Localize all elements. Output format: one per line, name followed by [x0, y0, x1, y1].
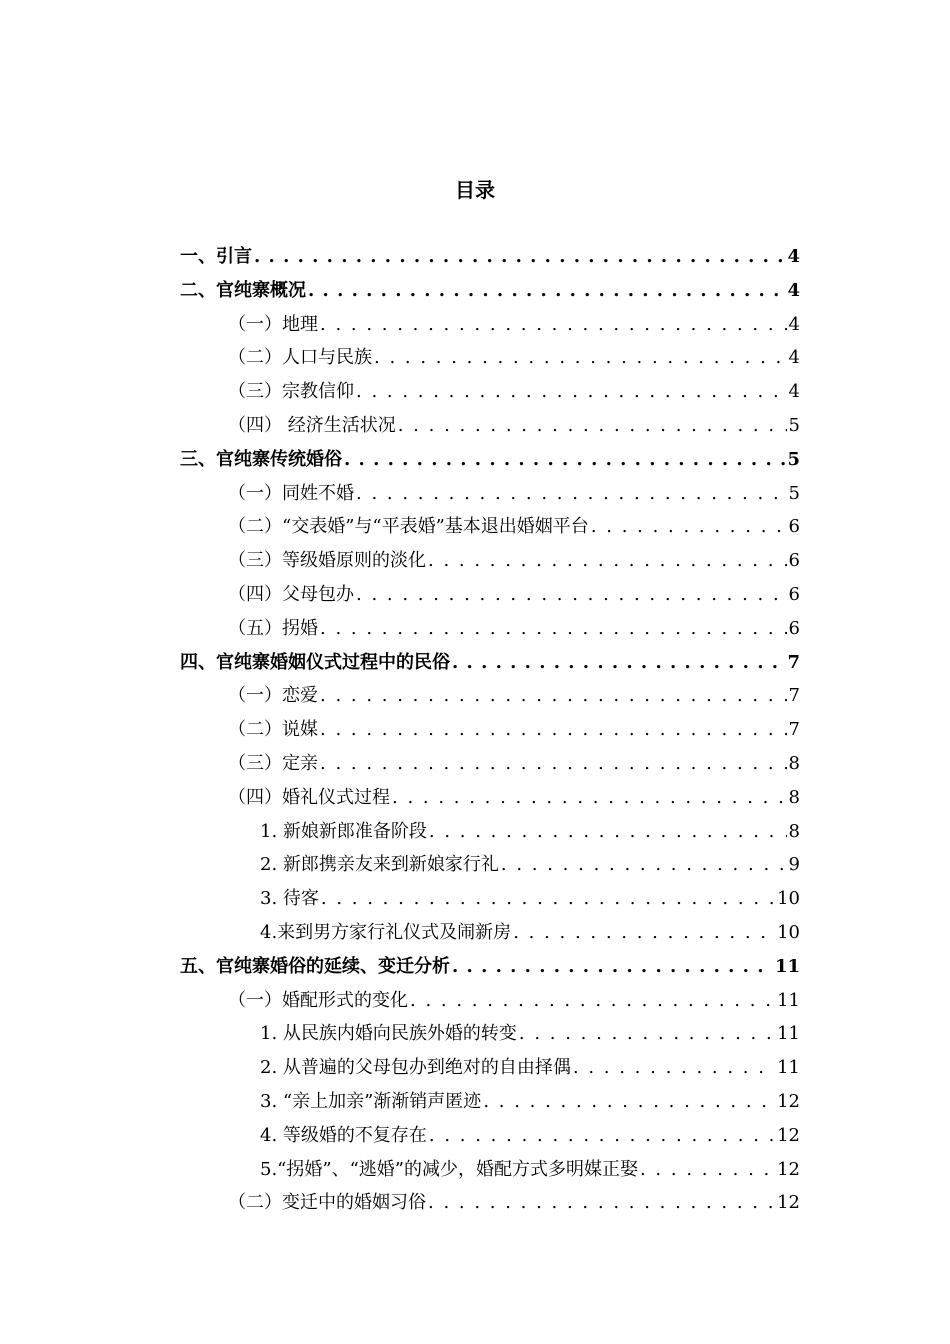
toc-entry[interactable]	[260, 1153, 800, 1187]
toc-entry[interactable]	[260, 882, 800, 916]
toc-entry-page: 4	[788, 347, 800, 369]
toc-entry-page: 12	[777, 1124, 800, 1146]
toc-leader-dots	[344, 443, 785, 477]
toc-entry-title: 4. 等级婚的不复存在	[260, 1124, 427, 1146]
toc-leader-dots	[356, 375, 787, 409]
toc-entry[interactable]	[228, 578, 800, 612]
toc-entry-page: 6	[788, 516, 800, 538]
toc-leader-dots	[356, 477, 787, 511]
toc-entry-title: （二）变迁中的婚姻习俗	[228, 1192, 426, 1214]
toc-leader-dots	[429, 815, 787, 849]
toc-entry-page: 9	[788, 854, 800, 876]
toc-leader-dots	[392, 781, 787, 815]
toc-entry-title: 2. 新郎携亲友来到新娘家行礼	[260, 854, 499, 876]
toc-leader-dots	[429, 1119, 775, 1153]
toc-entry-title: 1. 新娘新郎准备阶段	[260, 820, 427, 842]
toc-leader-dots	[573, 1051, 775, 1085]
toc-entry-title: （四）父母包办	[228, 584, 354, 605]
toc-entry-title: （二）人口与民族	[228, 347, 372, 369]
toc-entry-title: 3. “亲上加亲”渐渐销声匿迹	[260, 1091, 482, 1112]
toc-entry-page: 5	[788, 415, 800, 436]
toc-entry[interactable]	[228, 308, 800, 342]
toc-leader-dots	[483, 1085, 775, 1119]
toc-entry-title: 2. 从普遍的父母包办到绝对的自由择偶	[260, 1057, 571, 1079]
toc-entry-title: 二、官纯寨概况	[180, 279, 306, 301]
toc-entry-page: 4	[788, 381, 800, 403]
toc-entry-title: （二）“交表婚”与“平表婚”基本退出婚姻平台	[228, 516, 589, 538]
toc-entry[interactable]	[228, 1186, 800, 1220]
toc-leader-dots	[519, 1017, 775, 1051]
toc-entry-title: （三）定亲	[228, 753, 318, 774]
toc-entry-title: （三）等级婚原则的淡化	[228, 550, 426, 572]
toc-entry[interactable]	[180, 646, 800, 680]
toc-leader-dots	[398, 409, 787, 443]
toc-leader-dots	[640, 1153, 775, 1187]
toc-entry[interactable]	[260, 848, 800, 882]
toc-entry-title: （一）恋爱	[228, 685, 318, 707]
toc-entry[interactable]	[228, 375, 800, 409]
toc-leader-dots	[320, 713, 787, 747]
toc-leader-dots	[320, 679, 787, 713]
toc-entry[interactable]	[228, 612, 800, 646]
toc-entry[interactable]	[260, 916, 800, 950]
toc-entry-title: （四） 经济生活状况	[228, 415, 396, 436]
toc-leader-dots	[591, 510, 787, 544]
toc-entry-title: 三、官纯寨传统婚俗	[180, 448, 342, 470]
toc-leader-dots	[452, 646, 785, 680]
toc-entry-page: 11	[774, 955, 800, 977]
toc-entry-page: 4	[788, 313, 800, 335]
toc-entry-title: （五）拐婚	[228, 617, 318, 639]
toc-entry-page: 11	[777, 989, 800, 1011]
toc-entry-page: 11	[777, 1023, 800, 1045]
toc-entry-title: 3. 待客	[260, 888, 319, 910]
toc-leader-dots	[501, 848, 787, 882]
toc-leader-dots	[321, 882, 775, 916]
toc-entry-page: 12	[777, 1091, 800, 1112]
toc-entry-page: 10	[777, 888, 800, 910]
toc-entry[interactable]	[228, 409, 800, 443]
toc-entry-page: 12	[777, 1192, 800, 1214]
toc-entry[interactable]	[260, 1119, 800, 1153]
toc-entry[interactable]	[180, 240, 800, 274]
toc-entry[interactable]	[180, 950, 800, 984]
toc-entry[interactable]	[228, 510, 800, 544]
toc-entry-title: 5.“拐婚”、“逃婚”的减少，婚配方式多明媒正娶	[260, 1158, 638, 1180]
toc-entry[interactable]	[228, 984, 800, 1018]
toc-leader-dots	[428, 1186, 775, 1220]
toc-entry-page: 6	[788, 550, 800, 572]
toc-leader-dots	[410, 984, 775, 1018]
toc-entry[interactable]	[228, 679, 800, 713]
toc-entry-title: （二）说媒	[228, 719, 318, 741]
toc-entry[interactable]	[260, 1051, 800, 1085]
toc-entry-page: 7	[787, 651, 800, 673]
toc-entry-page: 10	[777, 922, 800, 943]
toc-entry-title: 四、官纯寨婚姻仪式过程中的民俗	[180, 651, 450, 673]
toc-entry-page: 8	[788, 753, 800, 774]
toc-entry-title: （一）婚配形式的变化	[228, 989, 408, 1011]
toc-entry-page: 11	[777, 1057, 800, 1079]
toc-entry-title: 五、官纯寨婚俗的延续、变迁分析	[180, 955, 450, 977]
toc-entry-page: 4	[787, 279, 800, 301]
toc-leader-dots	[320, 308, 787, 342]
toc-entry[interactable]	[228, 781, 800, 815]
toc-entry[interactable]	[228, 544, 800, 578]
toc-leader-dots	[320, 612, 787, 646]
toc-entry-page: 7	[788, 719, 800, 741]
toc-entry-title: （一）地理	[228, 313, 318, 335]
toc-leader-dots	[428, 544, 787, 578]
toc-leader-dots	[452, 950, 773, 984]
toc-entry-page: 4	[787, 246, 800, 267]
toc-entry-title: 1. 从民族内婚向民族外婚的转变	[260, 1023, 517, 1045]
toc-entry[interactable]	[180, 274, 800, 308]
toc-entry[interactable]	[260, 1017, 800, 1051]
toc-entry-page: 6	[788, 617, 800, 639]
toc-leader-dots	[374, 341, 787, 375]
toc-entry-title: （一）同姓不婚	[228, 482, 354, 504]
toc-entry-title: 一、引言	[180, 246, 252, 267]
toc-entry-page: 7	[788, 685, 800, 707]
toc-entry[interactable]	[260, 1085, 800, 1119]
toc-entry-page: 8	[788, 786, 800, 808]
toc-entry-page: 5	[788, 482, 800, 504]
toc-entry-title: 4.来到男方家行礼仪式及闹新房	[260, 922, 512, 943]
toc-leader-dots	[254, 240, 785, 274]
toc-entry[interactable]	[260, 815, 800, 849]
page-title: 目录	[455, 178, 495, 202]
toc-entry[interactable]	[228, 713, 800, 747]
toc-entry-title: （四）婚礼仪式过程	[228, 786, 390, 808]
toc-entry[interactable]	[228, 747, 800, 781]
toc-leader-dots	[513, 916, 775, 950]
toc-entry[interactable]	[228, 341, 800, 375]
toc-leader-dots	[356, 578, 787, 612]
toc-leader-dots	[320, 747, 787, 781]
toc-entry-title: （三）宗教信仰	[228, 381, 354, 403]
toc-entry[interactable]	[180, 443, 800, 477]
toc-entry-page: 5	[787, 448, 800, 470]
toc-leader-dots	[308, 274, 785, 308]
toc-entry-page: 12	[777, 1158, 800, 1180]
toc-entry-page: 6	[788, 584, 800, 605]
toc-entry-page: 8	[788, 820, 800, 842]
toc-entry[interactable]	[228, 477, 800, 511]
